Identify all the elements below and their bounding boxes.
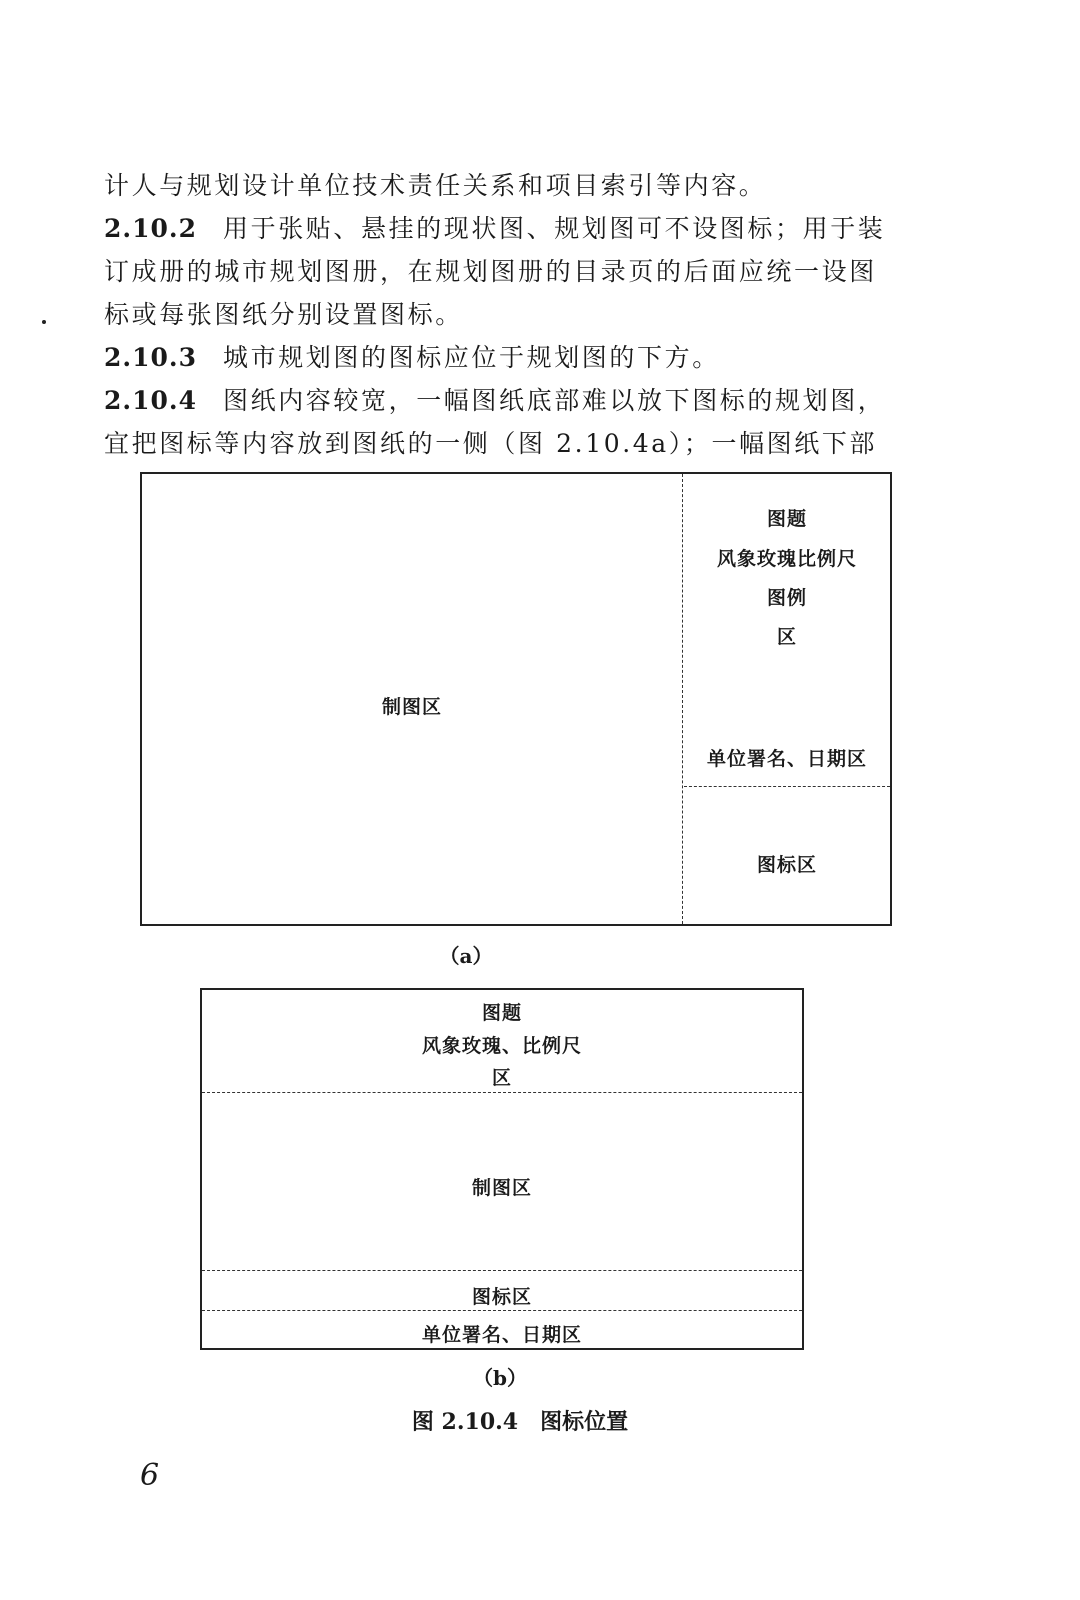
figure-a-frame: [140, 472, 892, 926]
figure-a-title-label: 图题: [766, 508, 807, 530]
clause-2-10-4-line-2: 宜把图标等内容放到图纸的一侧（图 2.10.4a）；一幅图纸下部: [104, 429, 878, 458]
figure-b-map-area-label: 制图区: [471, 1177, 532, 1199]
text-line-1: 计人与规划设计单位技术责任关系和项目索引等内容。: [104, 171, 767, 200]
figure-b-caption: （b）: [473, 1366, 527, 1390]
figure-b-signature-date-label: 单位署名、日期区: [421, 1324, 582, 1346]
figure-a-map-area-label: 制图区: [381, 696, 442, 718]
figure-b-divider-top: [202, 1092, 802, 1093]
figure-b-title-block-label: 图标区: [471, 1286, 532, 1308]
figure-a-caption: （a）: [439, 944, 493, 968]
figure-a-legend-label: 图例: [766, 587, 807, 609]
figure-a-title-block-label: 图标区: [756, 854, 817, 876]
clause-2-10-3-line-1: [104, 336, 934, 380]
figure-caption: 图 2.10.4 图标位置: [411, 1409, 629, 1435]
figure-b-frame: [200, 988, 804, 1350]
clause-2-10-2-line-1: [104, 207, 934, 251]
clause-2-10-4-line-1: [104, 379, 934, 423]
figure-b-title-label: 图题: [481, 1002, 522, 1024]
clause-number: 2.10.2: [104, 214, 197, 243]
figure-b-compass-scale-label: 风象玫瑰、比例尺: [421, 1035, 582, 1057]
clause-text: 用于张贴、悬挂的现状图、规划图可不设图标；用于装: [223, 214, 886, 243]
clause-text: 城市规划图的图标应位于规划图的下方。: [223, 343, 720, 372]
stray-dot: [42, 320, 46, 324]
figure-a-vertical-divider: [682, 474, 683, 924]
clause-2-10-2-line-2: 订成册的城市规划图册，在规划图册的目录页的后面应统一设图: [104, 257, 877, 286]
figure-a-signature-date-label: 单位署名、日期区: [706, 748, 867, 770]
figure-b-area-label: 区: [491, 1067, 512, 1089]
clause-number: 2.10.3: [104, 343, 197, 372]
figure-b-divider-middle: [202, 1270, 802, 1271]
figure-b-divider-bottom: [202, 1310, 802, 1311]
clause-number: 2.10.4: [104, 386, 197, 415]
clause-2-10-2-line-3: 标或每张图纸分别设置图标。: [104, 300, 463, 329]
figure-a-horizontal-divider: [684, 786, 890, 787]
clause-text: 图纸内容较宽，一幅图纸底部难以放下图标的规划图，: [223, 386, 886, 415]
figure-a-compass-scale-label: 风象玫瑰比例尺: [716, 548, 857, 570]
figure-a-legend-area-label: 区: [776, 626, 797, 648]
page-number: 6: [140, 1458, 160, 1493]
